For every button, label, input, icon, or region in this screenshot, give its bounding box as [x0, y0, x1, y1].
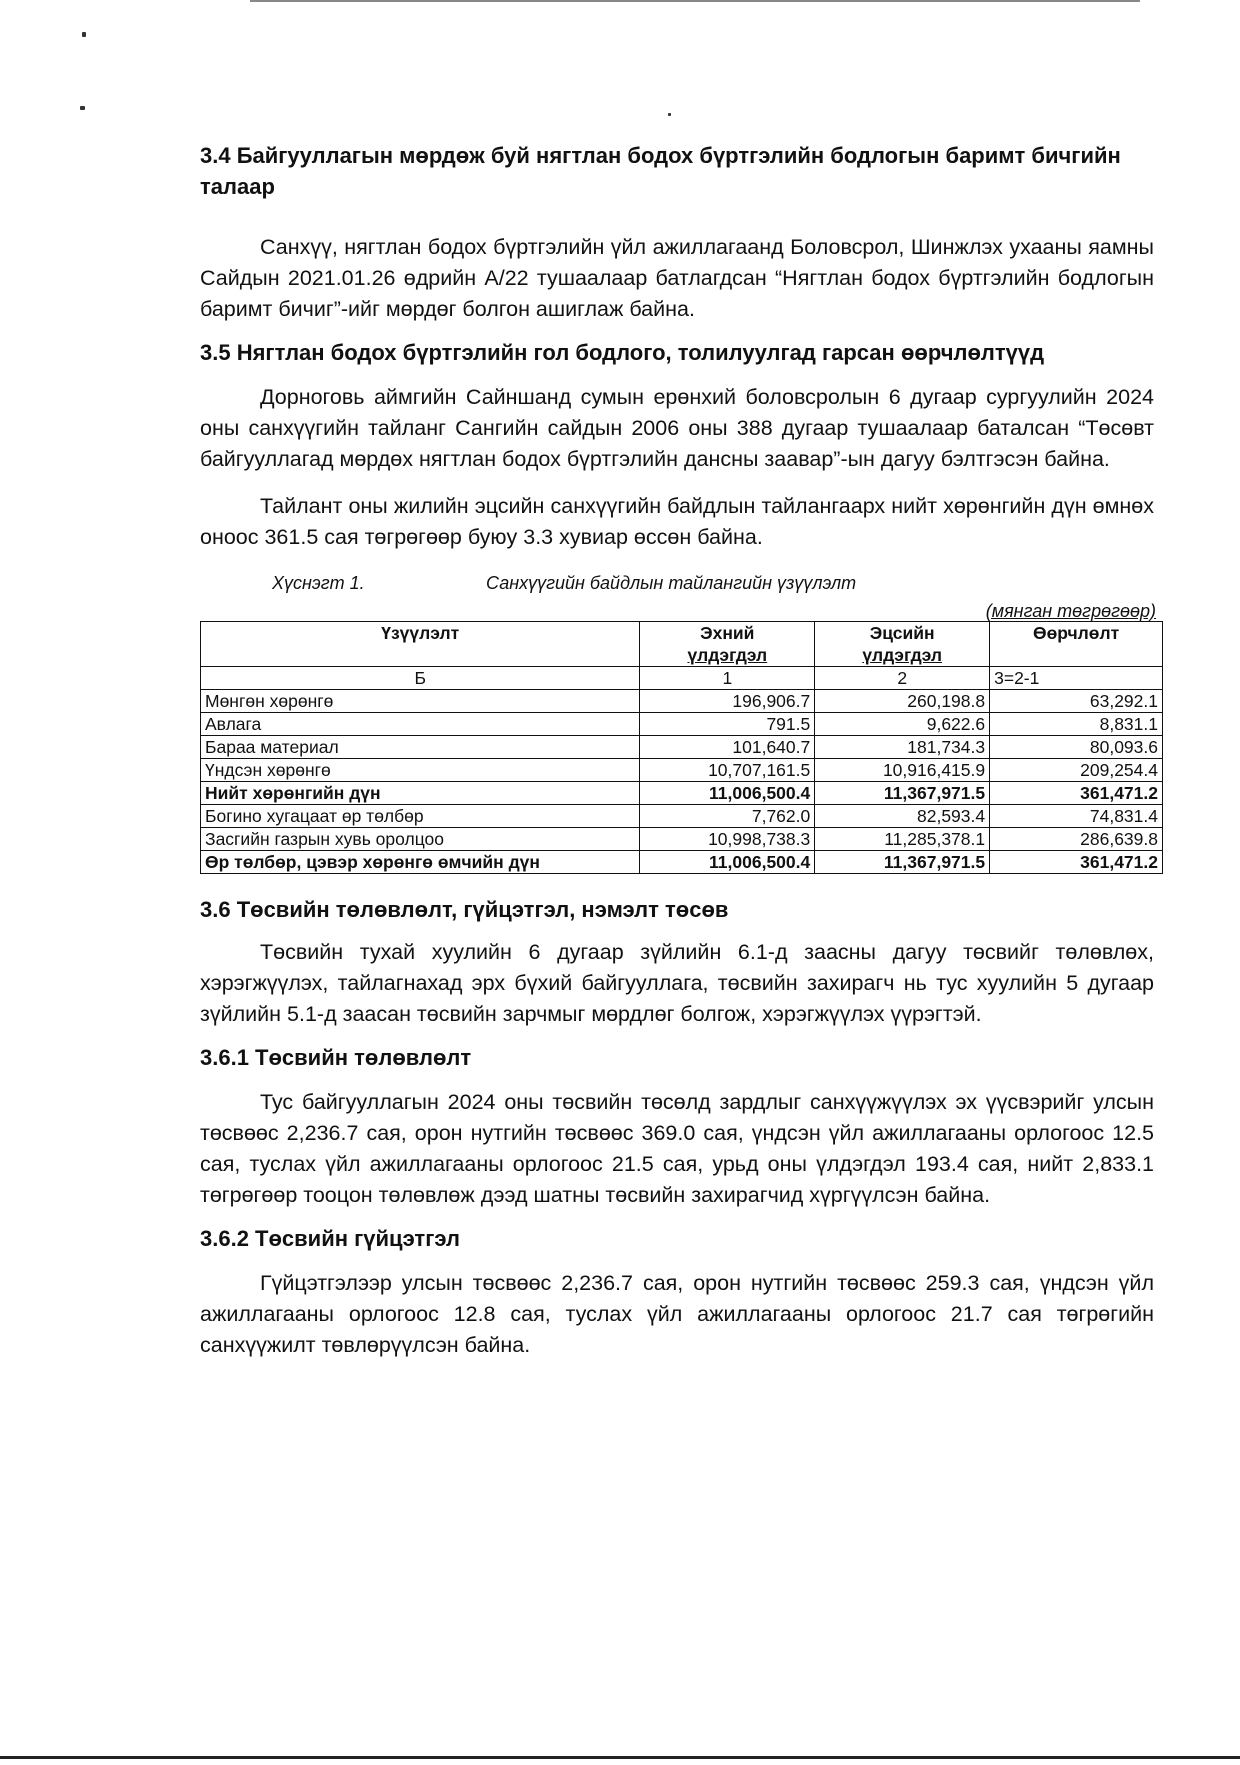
table-index-row — [201, 667, 1163, 690]
table-title: Санхүүгийн байдлын тайлангийн үзүүлэлт — [486, 573, 857, 593]
table-row — [201, 736, 1163, 759]
table-unit: (мянган төгрөгөөр) — [985, 601, 1156, 621]
row-end: 82,593.4 — [815, 805, 990, 828]
table-caption — [200, 573, 1154, 601]
index-cell: 2 — [815, 667, 990, 690]
table-number: Хүснэгт 1. — [272, 573, 365, 593]
section-3-5-paragraph-1: Дорноговь аймгийн Сайншанд сумын ерөнхий боловсролын 6 дугаар сургуулийн 2024 оны санхүүгийн тайланг Сангийн сайдын 2006 оны 388 дугаар тушаалаар баталсан “Төсөвт байгууллагад мөрдөх нягтлан бодох бүртгэлийн дансны заавар”-ын дагуу бэлтгэсэн байна. — [200, 385, 1154, 471]
document-body — [200, 140, 1158, 1361]
row-change: 209,254.4 — [990, 759, 1163, 782]
table-row — [201, 828, 1163, 851]
section-3-6-1-paragraph: Тус байгууллагын 2024 оны төсвийн төсөлд зардлыг санхүүжүүлэх эх үүсвэрийг улсын төсвөөс 2,236.7 сая, орон нутгийн төсвөөс 369.0 сая, үндсэн үйл ажиллагааны орлогоос 12.5 сая, туслах үйл ажиллагааны орлогоос 21.5 сая, урьд оны үлдэгдэл 193.4 сая, нийт 2,833.1 төгрөгөөр тооцон төлөвлөж дээд шатны төсвийн захирагчид хүргүүлсэн байна. — [200, 1090, 1154, 1207]
scan-speck — [82, 32, 86, 37]
section-3-6-paragraph: Төсвийн тухай хуулийн 6 дугаар зүйлийн 6.1-д заасны дагуу төсвийг төлөвлөх, хэрэгжүүлэх, тайлагнахад эрх бүхий байгууллага, төсвийн захирагч нь тус хуулийн 5 дугаар зүйлийн 5.1-д заасан төсвийн зарчмыг мөрдлөг болгож, хэрэгжүүлэх үүрэгтэй. — [200, 940, 1154, 1026]
header-beginning-line-2: үлдэгдэл — [687, 645, 768, 665]
header-change: Өөрчлөлт — [990, 622, 1163, 667]
header-beginning-line-1: Эхний — [700, 623, 755, 643]
row-begin: 7,762.0 — [640, 805, 815, 828]
row-end: 11,367,971.5 — [815, 851, 990, 874]
row-begin: 791.5 — [640, 713, 815, 736]
header-beginning-balance — [640, 622, 815, 667]
row-label: Авлага — [201, 713, 640, 736]
section-3-4-heading: 3.4 Байгууллагын мөрдөж буй нягтлан бодох бүртгэлийн бодлогын баримт бичгийн талаар — [200, 143, 1121, 199]
row-change: 361,471.2 — [990, 782, 1163, 805]
index-cell: 1 — [640, 667, 815, 690]
financial-position-table — [200, 621, 1163, 874]
row-change: 361,471.2 — [990, 851, 1163, 874]
table-row — [201, 690, 1163, 713]
table-total-row — [201, 782, 1163, 805]
index-cell: Б — [201, 667, 640, 690]
row-label: Мөнгөн хөрөнгө — [201, 690, 640, 713]
table-row — [201, 713, 1163, 736]
table-header-row — [201, 622, 1163, 667]
header-ending-balance — [815, 622, 990, 667]
header-ending-line-1: Эцсийн — [869, 623, 935, 643]
scan-bottom-edge — [0, 1756, 1240, 1759]
row-begin: 196,906.7 — [640, 690, 815, 713]
row-begin: 11,006,500.4 — [640, 851, 815, 874]
row-change: 8,831.1 — [990, 713, 1163, 736]
row-label: Үндсэн хөрөнгө — [201, 759, 640, 782]
scan-speck — [668, 113, 671, 116]
row-begin: 11,006,500.4 — [640, 782, 815, 805]
section-3-6-2-paragraph: Гүйцэтгэлээр улсын төсвөөс 2,236.7 сая, орон нутгийн төсвөөс 259.3 сая, үндсэн үйл ажиллагааны орлогоос 12.8 сая, туслах үйл ажиллагааны орлогоос 21.7 сая төгрөгийн санхүүжилт төвлөрүүлсэн байна. — [200, 1271, 1154, 1357]
row-label: Өр төлбөр, цэвэр хөрөнгө өмчийн дүн — [201, 851, 640, 874]
section-3-6-2-heading: 3.6.2 Төсвийн гүйцэтгэл — [200, 1226, 460, 1251]
row-change: 63,292.1 — [990, 690, 1163, 713]
section-3-6-heading: 3.6 Төсвийн төлөвлөлт, гүйцэтгэл, нэмэлт төсөв — [200, 897, 729, 922]
row-end: 181,734.3 — [815, 736, 990, 759]
table-row — [201, 759, 1163, 782]
row-change: 286,639.8 — [990, 828, 1163, 851]
row-begin: 10,707,161.5 — [640, 759, 815, 782]
scan-top-edge — [250, 0, 1140, 2]
row-end: 11,367,971.5 — [815, 782, 990, 805]
section-3-5-heading: 3.5 Нягтлан бодох бүртгэлийн гол бодлого, толилуулгад гарсан өөрчлөлтүүд — [200, 340, 1045, 365]
row-end: 11,285,378.1 — [815, 828, 990, 851]
row-label: Засгийн газрын хувь оролцоо — [201, 828, 640, 851]
row-label: Бараа материал — [201, 736, 640, 759]
section-3-4-paragraph: Санхүү, нягтлан бодох бүртгэлийн үйл ажиллагаанд Боловсрол, Шинжлэх ухааны яамны Сайдын 2021.01.26 өдрийн А/22 тушаалаар батлагдсан “Нягтлан бодох бүртгэлийн бодлогын баримт бичиг”-ийг мөрдөг болгон ашиглаж байна. — [200, 235, 1154, 321]
section-3-6-1-heading: 3.6.1 Төсвийн төлөвлөлт — [200, 1045, 472, 1070]
header-indicator: Үзүүлэлт — [201, 622, 640, 667]
row-end: 10,916,415.9 — [815, 759, 990, 782]
row-begin: 101,640.7 — [640, 736, 815, 759]
table-row — [201, 805, 1163, 828]
section-3-5-paragraph-2: Тайлант оны жилийн эцсийн санхүүгийн байдлын тайлангаарх нийт хөрөнгийн дүн өмнөх оноос 361.5 сая төгрөгөөр буюу 3.3 хувиар өссөн байна. — [200, 494, 1154, 549]
row-label: Нийт хөрөнгийн дүн — [201, 782, 640, 805]
row-end: 260,198.8 — [815, 690, 990, 713]
row-change: 80,093.6 — [990, 736, 1163, 759]
header-ending-line-2: үлдэгдэл — [862, 645, 943, 665]
index-cell: 3=2-1 — [990, 667, 1163, 690]
scan-speck — [80, 106, 85, 110]
row-begin: 10,998,738.3 — [640, 828, 815, 851]
row-end: 9,622.6 — [815, 713, 990, 736]
row-label: Богино хугацаат өр төлбөр — [201, 805, 640, 828]
table-total-row — [201, 851, 1163, 874]
row-change: 74,831.4 — [990, 805, 1163, 828]
